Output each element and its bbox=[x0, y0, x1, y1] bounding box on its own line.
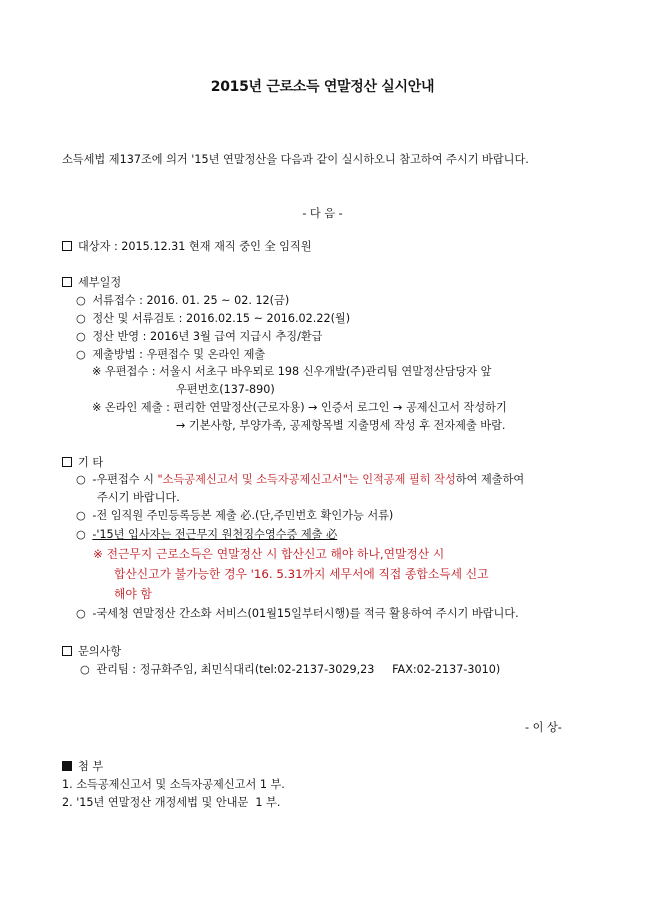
emphasis-text: "소득공제신고서 및 소득자공제신고서"는 인적공제 필히 작성 bbox=[157, 473, 456, 486]
misc-item-text: -우편접수 시 bbox=[92, 473, 158, 486]
list-item bbox=[80, 662, 500, 678]
list-item bbox=[76, 347, 265, 363]
center-mark: - 다 음 - bbox=[302, 207, 343, 220]
attachment-item: 2. '15년 연말정산 개정세법 및 안내문 1 부. bbox=[62, 796, 281, 809]
list-item bbox=[76, 508, 393, 524]
section-target bbox=[62, 239, 312, 255]
document-title: 2015년 근로소득 연말정산 실시안내 bbox=[210, 79, 435, 95]
closing-mark: - 이 상- bbox=[525, 721, 562, 734]
list-item bbox=[76, 606, 519, 622]
circle-icon: ○ bbox=[76, 312, 86, 325]
list-item bbox=[76, 311, 350, 327]
attachment-item: 1. 소득공제신고서 및 소득자공제신고서 1 부. bbox=[62, 778, 285, 791]
square-icon bbox=[62, 277, 72, 287]
circle-icon: ○ bbox=[76, 348, 86, 361]
circle-icon: ○ bbox=[76, 607, 86, 620]
misc-item-text: -국세청 연말정산 간소화 서비스(01월15일부터시행)를 적극 활용하여 주시기 바랍니다. bbox=[92, 607, 519, 620]
circle-icon: ○ bbox=[76, 473, 86, 486]
online-note: ※ 온라인 제출 : 편리한 연말정산(근로자용) → 인증서 로그인 → 공제신고서 작성하기 bbox=[92, 401, 507, 414]
square-icon bbox=[62, 646, 72, 656]
misc-item-text: -전 임직원 주민등록등본 제출 必.(단,주민번호 확인가능 서류) bbox=[92, 509, 394, 522]
section-misc-heading bbox=[62, 455, 103, 471]
mail-note: ※ 우편접수 : 서울시 서초구 바우뫼로 198 신우개발(주)관리팀 연말정산담당자 앞 bbox=[92, 365, 492, 378]
misc-item-text: -'15년 입사자는 전근무지 원천징수영수증 제출 必 bbox=[92, 528, 338, 541]
schedule-item-text: 정산 및 서류검토 : 2016.02.15 ~ 2016.02.22(월) bbox=[92, 312, 351, 325]
attachments-title: 첨 부 bbox=[78, 760, 104, 773]
section-target-text: 대상자 : 2015.12.31 현재 재직 중인 全 임직원 bbox=[78, 240, 312, 253]
section-schedule-heading bbox=[62, 275, 121, 291]
online-note-continued: → 기본사항, 부양가족, 공제항목별 지출명세 작성 후 전자제출 바람. bbox=[176, 419, 506, 432]
circle-icon: ○ bbox=[76, 509, 86, 522]
section-schedule-title: 세부일정 bbox=[78, 276, 122, 289]
mail-note-postcode: 우편번호(137-890) bbox=[176, 383, 275, 396]
circle-icon: ○ bbox=[80, 663, 90, 676]
square-icon bbox=[62, 241, 72, 251]
red-note-line3: 해야 함 bbox=[114, 587, 152, 601]
filled-square-icon bbox=[62, 761, 72, 771]
list-item bbox=[76, 472, 524, 488]
circle-icon: ○ bbox=[76, 294, 86, 307]
square-icon bbox=[62, 457, 72, 467]
schedule-item-text: 정산 반영 : 2016년 3월 급여 지급시 추징/환급 bbox=[92, 330, 323, 343]
misc-item-continued: 주시기 바랍니다. bbox=[97, 491, 180, 504]
red-note-line2: 합산신고가 불가능한 경우 '16. 5.31까지 세무서에 직접 종합소득세 신고 bbox=[114, 567, 489, 581]
schedule-item-text: 서류접수 : 2016. 01. 25 ~ 02. 12(금) bbox=[92, 294, 290, 307]
attachments-heading bbox=[62, 759, 103, 775]
misc-item-text-end: 하여 제출하여 bbox=[455, 473, 525, 486]
contact-text: 관리팀 : 정규화주임, 최민식대리(tel:02-2137-3029,23 FAX:02-2137-3010) bbox=[96, 663, 501, 676]
red-note: ※ 전근무지 근로소득은 연말정산 시 합산신고 해야 하나,연말정산 시 bbox=[93, 547, 445, 561]
section-contact-title: 문의사항 bbox=[78, 645, 122, 658]
intro-text: 소득세법 제137조에 의거 '15년 연말정산을 다음과 같이 실시하오니 참고하여 주시기 바랍니다. bbox=[62, 153, 529, 166]
section-misc-title: 기 타 bbox=[78, 456, 104, 469]
section-contact-heading bbox=[62, 644, 121, 660]
list-item bbox=[76, 293, 289, 309]
circle-icon: ○ bbox=[76, 528, 86, 541]
list-item bbox=[76, 527, 337, 543]
circle-icon: ○ bbox=[76, 330, 86, 343]
list-item bbox=[76, 329, 322, 345]
schedule-item-text: 제출방법 : 우편접수 및 온라인 제출 bbox=[92, 348, 266, 361]
